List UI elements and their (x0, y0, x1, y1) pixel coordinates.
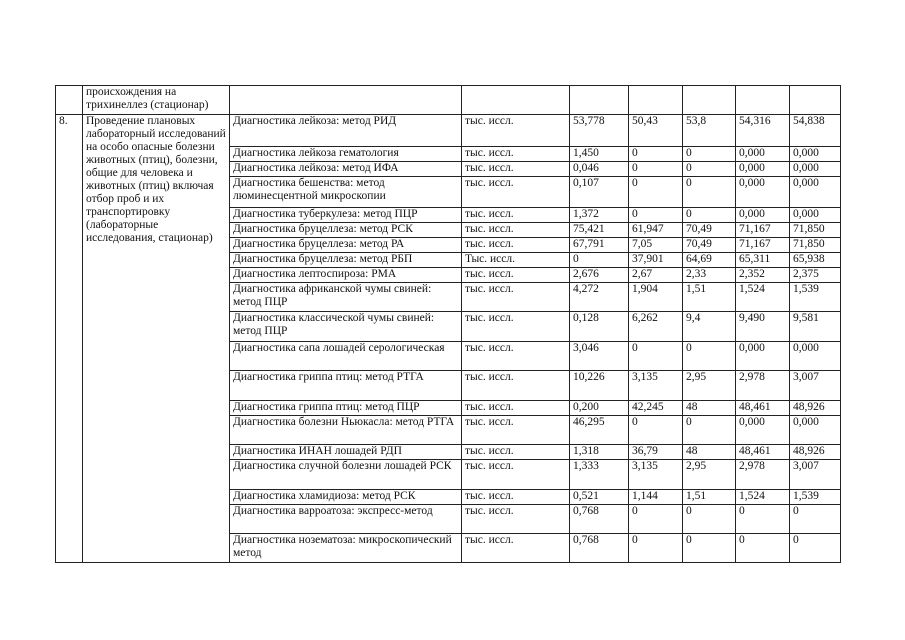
value-cell: 3,135 (629, 371, 683, 401)
unit-cell: тыс. иссл. (462, 115, 570, 147)
test-name-cell: Диагностика сапа лошадей серологическая (230, 342, 462, 371)
value-cell: 0 (683, 342, 736, 371)
value-cell: 9,581 (790, 312, 841, 342)
value-cell: 2,67 (629, 268, 683, 283)
value-cell: 0,000 (736, 208, 790, 223)
unit-cell: Тыс. иссл. (462, 253, 570, 268)
value-cell: 71,850 (790, 223, 841, 238)
procedure-cell: Проведение плановых лабораторный исследований на особо опасные болезни животных (птиц), болезни, общие для человека и животных (птиц) включая отбор проб и их транспортировку (лабораторные исследования, стационар) (83, 115, 230, 563)
value-cell: 0,107 (570, 177, 629, 208)
value-cell: 1,539 (790, 283, 841, 312)
test-name-cell: Диагностика бешенства: метод люминесцентной микроскопии (230, 177, 462, 208)
value-cell: 1,372 (570, 208, 629, 223)
value-cell: 0 (683, 177, 736, 208)
value-cell: 0,000 (790, 147, 841, 162)
value-cell: 75,421 (570, 223, 629, 238)
value-cell: 0 (629, 177, 683, 208)
value-cell: 0,768 (570, 505, 629, 534)
test-name-cell: Диагностика гриппа птиц: метод РТГА (230, 371, 462, 401)
value-cell: 9,490 (736, 312, 790, 342)
test-name-cell: Диагностика лейкоза гематология (230, 147, 462, 162)
value-cell: 0,000 (736, 147, 790, 162)
value-cell: 7,05 (629, 238, 683, 253)
value-cell: 0,000 (736, 416, 790, 445)
value-cell: 65,938 (790, 253, 841, 268)
value-cell: 42,245 (629, 401, 683, 416)
value-cell: 4,272 (570, 283, 629, 312)
test-name-cell: Диагностика туберкулеза: метод ПЦР (230, 208, 462, 223)
value-cell: 0 (629, 505, 683, 534)
value-cell: 48,926 (790, 401, 841, 416)
test-name-cell: Диагностика бруцеллеза: метод РБП (230, 253, 462, 268)
value-cell: 3,046 (570, 342, 629, 371)
test-name-cell: Диагностика классической чумы свиней: метод ПЦР (230, 312, 462, 342)
value-cell (683, 86, 736, 115)
value-cell: 71,850 (790, 238, 841, 253)
value-cell: 70,49 (683, 238, 736, 253)
unit-cell: тыс. иссл. (462, 268, 570, 283)
table-row (56, 86, 841, 115)
value-cell: 61,947 (629, 223, 683, 238)
value-cell: 2,676 (570, 268, 629, 283)
value-cell: 2,352 (736, 268, 790, 283)
value-cell: 0 (629, 416, 683, 445)
value-cell: 0,000 (790, 342, 841, 371)
test-name-cell: Диагностика бруцеллеза: метод РА (230, 238, 462, 253)
value-cell: 1,450 (570, 147, 629, 162)
value-cell: 37,901 (629, 253, 683, 268)
value-cell: 48,926 (790, 445, 841, 460)
unit-cell: тыс. иссл. (462, 283, 570, 312)
value-cell: 1,51 (683, 283, 736, 312)
value-cell: 2,978 (736, 460, 790, 490)
value-cell: 0 (683, 208, 736, 223)
test-name-cell: Диагностика бруцеллеза: метод РСК (230, 223, 462, 238)
value-cell: 46,295 (570, 416, 629, 445)
value-cell: 3,007 (790, 371, 841, 401)
unit-cell: тыс. иссл. (462, 445, 570, 460)
services-table (55, 85, 841, 563)
value-cell: 0 (683, 162, 736, 177)
test-name-cell: Диагностика болезни Ньюкасла: метод РТГА (230, 416, 462, 445)
unit-cell: тыс. иссл. (462, 177, 570, 208)
unit-cell: тыс. иссл. (462, 208, 570, 223)
value-cell: 0,000 (790, 177, 841, 208)
table-body (56, 86, 841, 563)
value-cell: 64,69 (683, 253, 736, 268)
value-cell: 0,768 (570, 534, 629, 563)
value-cell: 0,200 (570, 401, 629, 416)
unit-cell: тыс. иссл. (462, 401, 570, 416)
test-name-cell: Диагностика нозематоза: микроскопический метод (230, 534, 462, 563)
value-cell: 2,95 (683, 371, 736, 401)
value-cell: 0 (683, 147, 736, 162)
test-name-cell: Диагностика лейкоза: метод ИФА (230, 162, 462, 177)
value-cell: 48 (683, 401, 736, 416)
value-cell: 0,128 (570, 312, 629, 342)
unit-cell: тыс. иссл. (462, 490, 570, 505)
value-cell: 48,461 (736, 445, 790, 460)
value-cell: 53,8 (683, 115, 736, 147)
value-cell: 2,33 (683, 268, 736, 283)
value-cell: 0,000 (790, 208, 841, 223)
value-cell: 54,838 (790, 115, 841, 147)
value-cell: 0 (736, 534, 790, 563)
value-cell: 0 (629, 342, 683, 371)
test-name-cell: Диагностика лептоспироза: РМА (230, 268, 462, 283)
unit-cell: тыс. иссл. (462, 505, 570, 534)
value-cell: 1,333 (570, 460, 629, 490)
unit-cell: тыс. иссл. (462, 342, 570, 371)
value-cell: 0,046 (570, 162, 629, 177)
value-cell: 0 (736, 505, 790, 534)
value-cell: 48,461 (736, 401, 790, 416)
value-cell: 0 (683, 505, 736, 534)
row-number-cell: 8. (56, 115, 83, 563)
value-cell: 1,144 (629, 490, 683, 505)
value-cell: 1,524 (736, 490, 790, 505)
value-cell (570, 86, 629, 115)
value-cell: 1,904 (629, 283, 683, 312)
value-cell: 3,135 (629, 460, 683, 490)
value-cell: 71,167 (736, 223, 790, 238)
value-cell: 0 (629, 162, 683, 177)
table-row (56, 115, 841, 147)
unit-cell: тыс. иссл. (462, 147, 570, 162)
unit-cell: тыс. иссл. (462, 460, 570, 490)
test-name-cell: Диагностика ИНАН лошадей РДП (230, 445, 462, 460)
unit-cell: тыс. иссл. (462, 162, 570, 177)
test-name-cell: Диагностика хламидиоза: метод РСК (230, 490, 462, 505)
value-cell: 50,43 (629, 115, 683, 147)
test-name-cell: Диагностика гриппа птиц: метод ПЦР (230, 401, 462, 416)
value-cell: 1,524 (736, 283, 790, 312)
value-cell: 1,539 (790, 490, 841, 505)
value-cell: 0 (629, 208, 683, 223)
value-cell: 54,316 (736, 115, 790, 147)
value-cell (736, 86, 790, 115)
value-cell: 2,95 (683, 460, 736, 490)
value-cell: 71,167 (736, 238, 790, 253)
test-name-cell: Диагностика варроатоза: экспресс-метод (230, 505, 462, 534)
value-cell: 67,791 (570, 238, 629, 253)
value-cell: 36,79 (629, 445, 683, 460)
value-cell: 53,778 (570, 115, 629, 147)
value-cell: 0 (790, 534, 841, 563)
test-name-cell: Диагностика африканской чумы свиней: метод ПЦР (230, 283, 462, 312)
value-cell: 0 (683, 534, 736, 563)
value-cell: 0 (570, 253, 629, 268)
unit-cell: тыс. иссл. (462, 416, 570, 445)
value-cell: 2,978 (736, 371, 790, 401)
unit-cell: тыс. иссл. (462, 371, 570, 401)
value-cell: 0,000 (736, 162, 790, 177)
row-number-cell (56, 86, 83, 115)
procedure-cell: происхождения на трихинеллез (стационар) (83, 86, 230, 115)
value-cell: 3,007 (790, 460, 841, 490)
value-cell: 0 (683, 416, 736, 445)
test-name-cell: Диагностика лейкоза: метод РИД (230, 115, 462, 147)
value-cell: 0,000 (736, 342, 790, 371)
value-cell: 65,311 (736, 253, 790, 268)
value-cell: 0 (629, 147, 683, 162)
unit-cell: тыс. иссл. (462, 238, 570, 253)
value-cell (629, 86, 683, 115)
value-cell: 48 (683, 445, 736, 460)
unit-cell: тыс. иссл. (462, 223, 570, 238)
value-cell: 2,375 (790, 268, 841, 283)
value-cell: 70,49 (683, 223, 736, 238)
value-cell: 6,262 (629, 312, 683, 342)
value-cell: 0,521 (570, 490, 629, 505)
unit-cell (462, 86, 570, 115)
value-cell: 0,000 (736, 177, 790, 208)
value-cell: 0,000 (790, 162, 841, 177)
unit-cell: тыс. иссл. (462, 312, 570, 342)
value-cell: 1,318 (570, 445, 629, 460)
value-cell: 0 (629, 534, 683, 563)
test-name-cell: Диагностика случной болезни лошадей РСК (230, 460, 462, 490)
value-cell (790, 86, 841, 115)
value-cell: 0 (790, 505, 841, 534)
value-cell: 10,226 (570, 371, 629, 401)
value-cell: 9,4 (683, 312, 736, 342)
value-cell: 1,51 (683, 490, 736, 505)
unit-cell: тыс. иссл. (462, 534, 570, 563)
test-name-cell (230, 86, 462, 115)
value-cell: 0,000 (790, 416, 841, 445)
